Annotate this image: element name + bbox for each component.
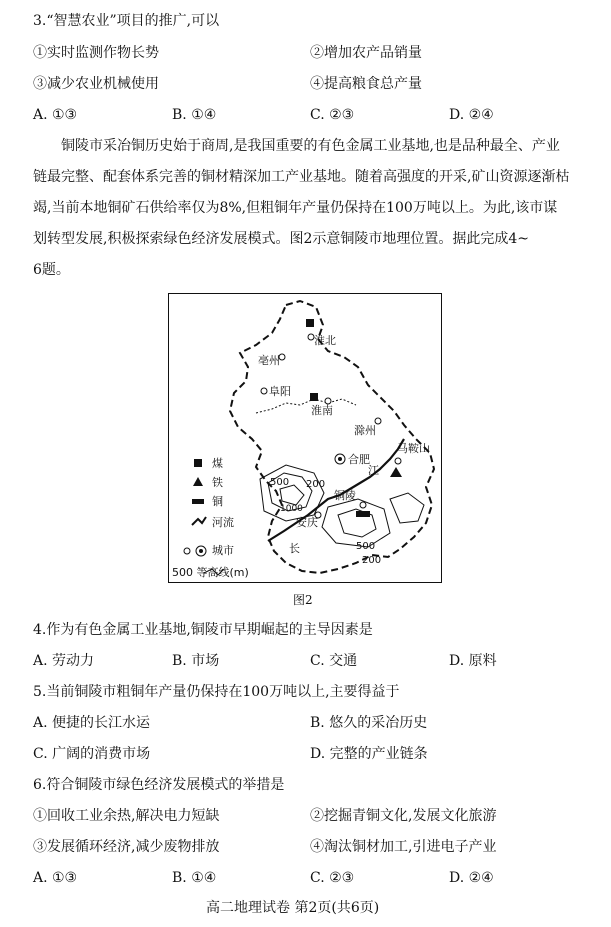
q3-item-3: ③减少农业机械使用 xyxy=(33,76,159,92)
q6-item-2: ②挖掘青铜文化,发展文化旅游 xyxy=(310,808,497,824)
city-dot-tongling xyxy=(360,502,366,508)
passage-line-4: 划转型发展,积极探索绿色经济发展模式。图2示意铜陵市地理位置。据此完成4~ xyxy=(33,231,529,247)
label-hefei: 合肥 xyxy=(348,453,370,466)
q6-item-1: ①回收工业余热,解决电力短缺 xyxy=(33,808,220,824)
q6-option-d: D. ②④ xyxy=(449,870,494,886)
q6-option-a: A. ①③ xyxy=(33,870,78,886)
legend-city-icon xyxy=(184,548,190,554)
passage-line-1: 铜陵市采冶铜历史始于商周,是我国重要的有色金属工业基地,也是品种最全、产业 xyxy=(61,138,560,154)
coal-icon-huainan xyxy=(310,393,318,401)
label-bozhou: 亳州 xyxy=(258,354,280,367)
label-contour-1000: 1000 xyxy=(280,504,303,514)
city-dot-hefei-inner xyxy=(338,457,342,461)
legend-contour-label: 500 等高线(m) xyxy=(172,566,249,579)
legend-copper-icon xyxy=(192,499,204,504)
q3-option-a: A. ①③ xyxy=(33,107,78,123)
copper-icon-tongling xyxy=(356,511,370,517)
q6-item-3: ③发展循环经济,减少废物排放 xyxy=(33,839,220,855)
label-fuyang: 阜阳 xyxy=(269,385,291,398)
huai-river xyxy=(256,399,356,413)
q4-option-a: A. 劳动力 xyxy=(33,653,95,669)
label-river-jiang: 江 xyxy=(368,464,379,477)
passage-line-3: 竭,当前本地铜矿石供给率仅为8%,但粗铜年产量仍保持在100万吨以上。为此,该市谋 xyxy=(33,200,558,216)
legend-capital-icon-inner xyxy=(199,549,203,553)
q3-item-4: ④提高粮食总产量 xyxy=(310,76,422,92)
q5-option-a: A. 便捷的长江水运 xyxy=(33,715,151,731)
legend-iron-icon xyxy=(193,477,203,486)
label-contour-500-west: 500 xyxy=(270,477,290,488)
q4-option-c: C. 交通 xyxy=(310,653,358,669)
page-footer: 高二地理试卷 第2页(共6页) xyxy=(206,900,380,916)
label-maanshan: 马鞍山 xyxy=(397,442,430,455)
q5-option-c: C. 广阔的消费市场 xyxy=(33,746,151,762)
label-tongling: 铜陵 xyxy=(334,489,356,502)
legend-coal-label: 煤 xyxy=(212,457,223,470)
label-anqing: 安庆 xyxy=(296,516,318,529)
iron-icon-maanshan xyxy=(390,467,402,477)
label-river-chang: 长 xyxy=(289,542,300,555)
q6-stem: 6.符合铜陵市绿色经济发展模式的举措是 xyxy=(33,777,285,793)
label-contour-200-south: 200 xyxy=(362,555,382,566)
q5-option-b: B. 悠久的采冶历史 xyxy=(310,715,428,731)
q4-stem: 4.作为有色金属工业基地,铜陵市早期崛起的主导因素是 xyxy=(33,622,373,638)
q3-stem: 3.“智慧农业”项目的推广,可以 xyxy=(33,13,220,29)
q3-option-c: C. ②③ xyxy=(310,107,355,123)
label-contour-500-south: 500 xyxy=(356,541,376,552)
passage-line-5: 6题。 xyxy=(33,262,70,278)
q5-option-d: D. 完整的产业链条 xyxy=(310,746,428,762)
q3-option-d: D. ②④ xyxy=(449,107,494,123)
passage-line-2: 链最完整、配套体系完善的铜材精深加工产业基地。随着高强度的开采,矿山资源逐渐枯 xyxy=(33,169,570,185)
legend-river-label: 河流 xyxy=(212,516,234,529)
label-huaibei: 淮北 xyxy=(314,334,336,347)
legend-river-icon xyxy=(192,517,206,525)
q6-option-c: C. ②③ xyxy=(310,870,355,886)
legend-iron-label: 铁 xyxy=(212,476,223,489)
city-dot-fuyang xyxy=(261,388,267,394)
q3-option-b: B. ①④ xyxy=(172,107,217,123)
q5-stem: 5.当前铜陵市粗铜年产量仍保持在100万吨以上,主要得益于 xyxy=(33,684,400,700)
city-dot-maanshan xyxy=(395,458,401,464)
label-chuzhou: 滁州 xyxy=(354,424,376,437)
figure-caption: 图2 xyxy=(293,593,313,607)
q4-option-d: D. 原料 xyxy=(449,653,497,669)
legend-copper-label: 铜 xyxy=(212,495,223,508)
q6-item-4: ④淘汰铜材加工,引进电子产业 xyxy=(310,839,497,855)
figure-2-map xyxy=(168,293,442,583)
q3-item-1: ①实时监测作物长势 xyxy=(33,45,159,61)
label-huainan: 淮南 xyxy=(311,404,333,417)
coal-icon-huaibei xyxy=(306,319,314,327)
q4-option-b: B. 市场 xyxy=(172,653,220,669)
map-svg xyxy=(168,293,442,583)
map-frame xyxy=(169,294,442,583)
q3-item-2: ②增加农产品销量 xyxy=(310,45,422,61)
q6-option-b: B. ①④ xyxy=(172,870,217,886)
label-contour-200-west: 200 xyxy=(306,479,326,490)
contour-200-south xyxy=(322,499,390,547)
legend-coal-icon xyxy=(194,459,202,467)
contour-east xyxy=(390,493,424,523)
legend-city-label: 城市 xyxy=(212,544,234,557)
